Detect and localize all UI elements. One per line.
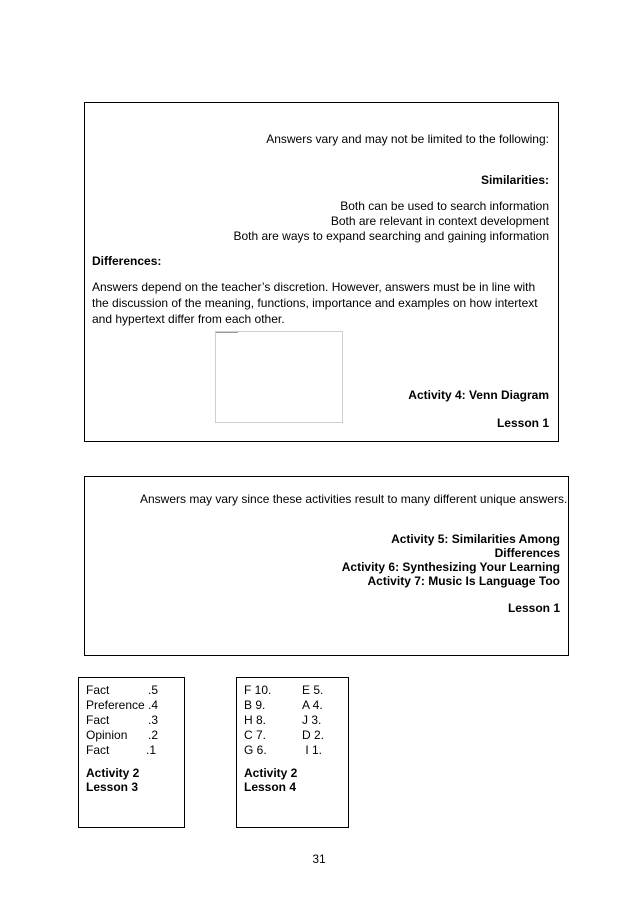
answer-right: D 2. — [302, 728, 325, 742]
page-number: 31 — [312, 852, 326, 866]
lesson-label: Lesson 1 — [496, 416, 549, 430]
list-item — [86, 743, 158, 758]
box2-intro: Answers may vary since these activities result to many different unique answers. — [140, 492, 568, 506]
answer-word: Fact — [86, 683, 110, 697]
box1-intro: Answers vary and may not be limited to the following: — [266, 132, 549, 146]
answer-box-activity-4 — [84, 102, 559, 442]
answer-right: A 4. — [302, 698, 323, 712]
activity-7-label: Activity 7: Music Is Language Too — [367, 574, 560, 588]
image-top-mark — [216, 332, 238, 333]
item-number: .4 — [148, 698, 159, 712]
list-item — [244, 713, 324, 728]
activity-2-label: Activity 2 — [86, 766, 140, 780]
list-item — [86, 683, 158, 698]
activity-6-label: Activity 6: Synthesizing Your Learning — [341, 560, 560, 574]
answer-word: Fact — [86, 743, 110, 757]
differences-text: Answers depend on the teacher’s discretion. However, answers must be in line with the discussion of the meaning, functions, importance and examples on how intertext and hypertext differ from each other. — [92, 280, 538, 326]
activity-2-label: Activity 2 — [244, 766, 298, 780]
similarity-item: Both are ways to expand searching and gaining information — [233, 229, 549, 243]
similarity-item: Both are relevant in context development — [330, 214, 549, 228]
activity-4-label: Activity 4: Venn Diagram — [408, 388, 549, 402]
answer-box-lesson-4 — [236, 677, 349, 828]
list-item — [244, 728, 324, 743]
list-item — [244, 698, 324, 713]
similarities-heading: Similarities: — [480, 173, 549, 187]
answer-word: Fact — [86, 713, 110, 727]
answer-left: C 7. — [244, 728, 267, 742]
list-item — [86, 728, 158, 743]
list-item — [244, 743, 324, 758]
lesson-label: Lesson 1 — [507, 601, 560, 615]
item-number: .3 — [148, 713, 159, 727]
venn-diagram-image-placeholder — [215, 331, 343, 423]
similarity-item: Both can be used to search information — [340, 199, 549, 213]
activity-5-label-cont: Differences — [494, 546, 560, 560]
matching-answers-list — [244, 683, 324, 758]
item-number: .5 — [148, 683, 159, 697]
lesson-4-label: Lesson 4 — [244, 780, 297, 794]
answer-left: G 6. — [244, 743, 267, 757]
activity-5-label: Activity 5: Similarities Among — [391, 532, 560, 546]
answer-right: E 5. — [302, 683, 324, 697]
list-item — [86, 713, 158, 728]
answer-right: I 1. — [302, 743, 323, 757]
fact-opinion-list — [86, 683, 158, 758]
list-item — [86, 698, 158, 713]
answer-right: J 3. — [302, 713, 322, 727]
item-number: .1 — [146, 743, 157, 757]
answer-left: B 9. — [244, 698, 266, 712]
answer-word: Preference — [86, 698, 145, 712]
lesson-3-label: Lesson 3 — [86, 780, 139, 794]
answer-box-activities-5-7 — [84, 476, 569, 656]
answer-word: Opinion — [86, 728, 128, 742]
answer-box-lesson-3 — [78, 677, 185, 828]
answer-left: F 10. — [244, 683, 272, 697]
answer-left: H 8. — [244, 713, 267, 727]
list-item — [244, 683, 324, 698]
differences-heading: Differences: — [92, 254, 162, 268]
item-number: .2 — [148, 728, 159, 742]
